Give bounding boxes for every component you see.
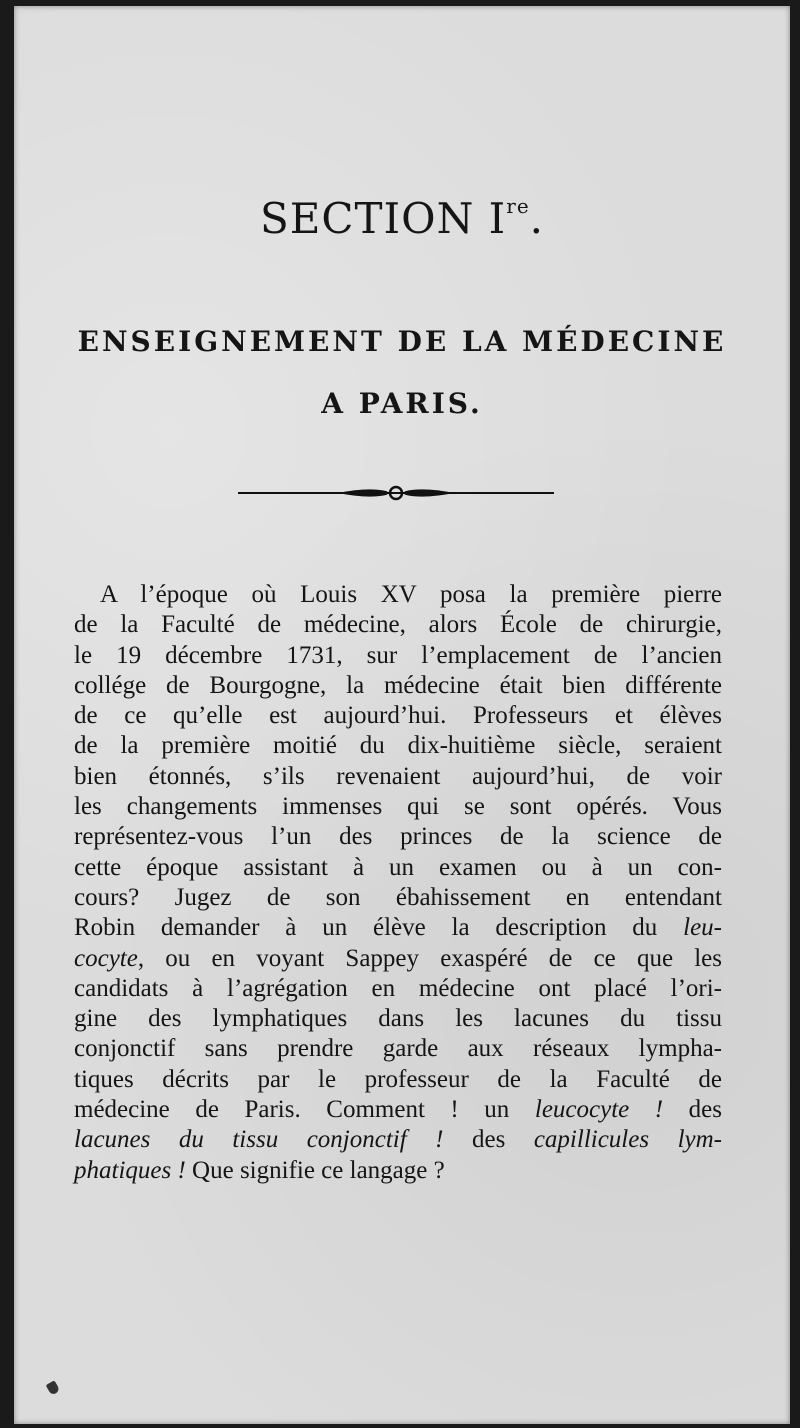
ornament-divider-icon bbox=[238, 478, 554, 508]
text-run: de la Faculté de médecine, alors École de chirurgie, bbox=[74, 611, 722, 639]
text-line bbox=[74, 641, 722, 671]
text-line bbox=[74, 610, 722, 640]
text-line bbox=[74, 580, 722, 610]
text-run: , ou en voyant Sappey exaspéré de ce que les bbox=[137, 944, 722, 972]
text-run: de ce qu’elle est aujourd’hui. Professeurs et élèves bbox=[74, 702, 722, 730]
chapter-title-line-1: ENSEIGNEMENT DE LA MÉDECINE bbox=[77, 325, 727, 358]
text-run: les changements immenses qui se sont opérés. Vous bbox=[74, 793, 722, 821]
text-line bbox=[74, 1004, 722, 1034]
text-line bbox=[74, 1034, 722, 1064]
text-run: médecine de Paris. Comment ! un bbox=[74, 1096, 535, 1124]
italic-term: lacunes du tissu conjonctif ! bbox=[74, 1126, 444, 1154]
text-run: bien étonnés, s’ils revenaient aujourd’hui, de voir bbox=[74, 762, 722, 790]
text-line bbox=[74, 762, 722, 792]
text-run: A l’époque où Louis XV posa la première pierre bbox=[100, 581, 722, 608]
text-line bbox=[74, 883, 722, 913]
text-run: conjonctif sans prendre garde aux réseaux lympha- bbox=[74, 1035, 722, 1063]
text-run: cette époque assistant à un examen ou à un con- bbox=[74, 853, 722, 881]
section-heading-text: SECTION I bbox=[259, 194, 507, 243]
text-run: des bbox=[443, 1126, 534, 1154]
text-line bbox=[74, 853, 722, 883]
text-line bbox=[74, 792, 722, 822]
text-line bbox=[74, 701, 722, 731]
text-run: candidats à l’agrégation en médecine ont placé l’ori- bbox=[74, 974, 722, 1002]
text-run: cours? Jugez de son ébahissement en entendant bbox=[74, 883, 722, 911]
text-run: gine des lymphatiques dans les lacunes du tissu bbox=[74, 1005, 722, 1033]
chapter-title-line-2: A PARIS. bbox=[321, 387, 483, 420]
section-heading-ordinal: re bbox=[506, 194, 530, 218]
text-line bbox=[74, 1125, 722, 1155]
italic-term: leu- bbox=[683, 914, 722, 942]
text-line bbox=[74, 1156, 722, 1186]
italic-term: cocyte bbox=[74, 944, 138, 972]
chapter-title bbox=[14, 311, 790, 435]
document-page bbox=[14, 6, 790, 1424]
text-run: collége de Bourgogne, la médecine était bien différente bbox=[74, 671, 722, 699]
text-line bbox=[74, 1095, 722, 1125]
italic-term: capillicules lym- bbox=[533, 1126, 722, 1154]
text-line bbox=[74, 974, 722, 1004]
text-run: tiques décrits par le professeur de la Faculté de bbox=[74, 1065, 722, 1093]
ink-mark bbox=[46, 1380, 61, 1395]
text-run: des bbox=[663, 1096, 723, 1124]
text-run: représentez-vous l’un des princes de la science de bbox=[74, 823, 722, 851]
section-heading: SECTION Ire. bbox=[259, 194, 545, 243]
text-run: Robin demander à un élève la description du bbox=[74, 914, 684, 942]
text-line bbox=[74, 944, 722, 974]
text-line bbox=[74, 913, 722, 943]
text-line bbox=[74, 822, 722, 852]
text-line bbox=[74, 671, 722, 701]
italic-term: leucocyte ! bbox=[534, 1096, 664, 1124]
body-paragraph bbox=[74, 580, 722, 1186]
italic-term: phatiques ! bbox=[74, 1156, 186, 1184]
text-line bbox=[74, 731, 722, 761]
text-line bbox=[74, 1065, 722, 1095]
text-run: Que signifie ce langage ? bbox=[185, 1156, 445, 1184]
text-run: le 19 décembre 1731, sur l’emplacement de l’ancien bbox=[74, 641, 722, 669]
text-run: de la première moitié du dix-huitième siècle, seraient bbox=[74, 732, 722, 760]
